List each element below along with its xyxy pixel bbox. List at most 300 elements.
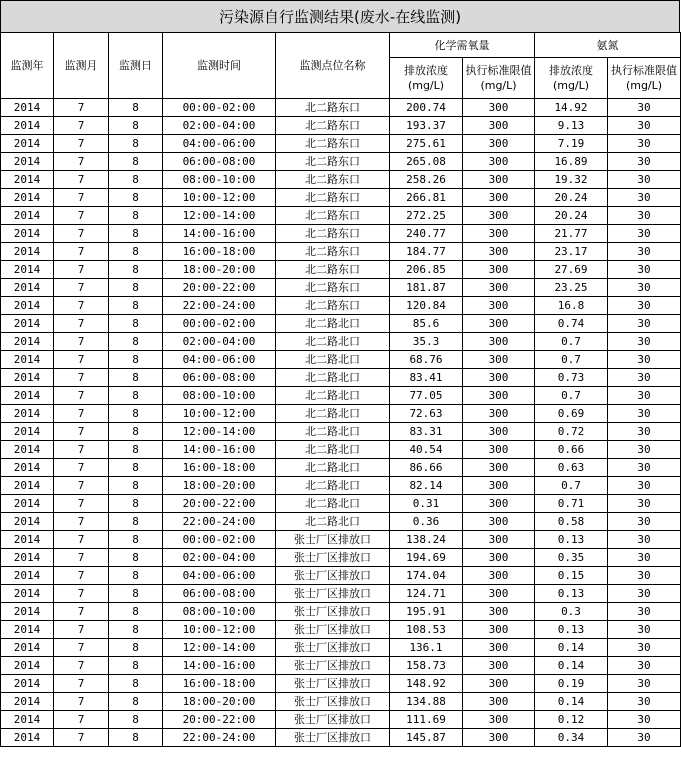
- header-nh3-limit: 执行标准限值(mg/L): [608, 58, 681, 99]
- table-row: [1, 297, 681, 315]
- cell-nh3-limit: 30: [608, 495, 681, 513]
- cell-year: 2014: [1, 495, 54, 513]
- cell-nh3-conc: 0.19: [535, 675, 608, 693]
- cell-site: 张士厂区排放口: [276, 675, 390, 693]
- cell-site: 张士厂区排放口: [276, 585, 390, 603]
- cell-day: 8: [109, 585, 163, 603]
- cell-cod-conc: 266.81: [390, 189, 463, 207]
- cell-nh3-conc: 19.32: [535, 171, 608, 189]
- cell-day: 8: [109, 729, 163, 747]
- cell-year: 2014: [1, 279, 54, 297]
- cell-nh3-limit: 30: [608, 315, 681, 333]
- cell-nh3-conc: 0.71: [535, 495, 608, 513]
- cell-year: 2014: [1, 189, 54, 207]
- cell-year: 2014: [1, 549, 54, 567]
- cell-nh3-limit: 30: [608, 207, 681, 225]
- cell-month: 7: [54, 549, 109, 567]
- cell-nh3-limit: 30: [608, 711, 681, 729]
- cell-month: 7: [54, 333, 109, 351]
- cell-nh3-limit: 30: [608, 549, 681, 567]
- cell-time: 10:00-12:00: [163, 621, 276, 639]
- table-body: [1, 99, 681, 747]
- cell-cod-conc: 206.85: [390, 261, 463, 279]
- cell-year: 2014: [1, 243, 54, 261]
- cell-nh3-conc: 0.35: [535, 549, 608, 567]
- table-row: [1, 189, 681, 207]
- header-site: 监测点位名称: [276, 33, 390, 99]
- table-row: [1, 369, 681, 387]
- cell-month: 7: [54, 117, 109, 135]
- cell-time: 22:00-24:00: [163, 513, 276, 531]
- cell-nh3-limit: 30: [608, 387, 681, 405]
- cell-month: 7: [54, 675, 109, 693]
- cell-time: 04:00-06:00: [163, 567, 276, 585]
- cell-time: 06:00-08:00: [163, 585, 276, 603]
- cell-month: 7: [54, 459, 109, 477]
- cell-nh3-conc: 0.69: [535, 405, 608, 423]
- cell-day: 8: [109, 99, 163, 117]
- cell-cod-limit: 300: [463, 261, 535, 279]
- cell-cod-conc: 83.31: [390, 423, 463, 441]
- cell-month: 7: [54, 477, 109, 495]
- cell-nh3-limit: 30: [608, 693, 681, 711]
- cell-site: 北二路北口: [276, 513, 390, 531]
- cell-time: 16:00-18:00: [163, 243, 276, 261]
- cell-day: 8: [109, 513, 163, 531]
- cell-nh3-conc: 0.34: [535, 729, 608, 747]
- cell-nh3-conc: 14.92: [535, 99, 608, 117]
- cell-day: 8: [109, 477, 163, 495]
- cell-month: 7: [54, 567, 109, 585]
- cell-time: 12:00-14:00: [163, 423, 276, 441]
- cell-nh3-conc: 0.7: [535, 387, 608, 405]
- cell-cod-limit: 300: [463, 279, 535, 297]
- cell-time: 04:00-06:00: [163, 135, 276, 153]
- cell-cod-conc: 181.87: [390, 279, 463, 297]
- cell-nh3-limit: 30: [608, 657, 681, 675]
- cell-nh3-conc: 7.19: [535, 135, 608, 153]
- table-row: [1, 621, 681, 639]
- cell-month: 7: [54, 351, 109, 369]
- table-row: [1, 711, 681, 729]
- cell-year: 2014: [1, 405, 54, 423]
- header-cod-group: 化学需氧量: [390, 33, 535, 58]
- cell-day: 8: [109, 207, 163, 225]
- cell-year: 2014: [1, 513, 54, 531]
- cell-nh3-conc: 23.17: [535, 243, 608, 261]
- cell-nh3-limit: 30: [608, 351, 681, 369]
- cell-site: 北二路东口: [276, 135, 390, 153]
- cell-cod-conc: 136.1: [390, 639, 463, 657]
- cell-nh3-conc: 27.69: [535, 261, 608, 279]
- cell-site: 北二路北口: [276, 315, 390, 333]
- cell-day: 8: [109, 243, 163, 261]
- cell-site: 北二路北口: [276, 441, 390, 459]
- cell-year: 2014: [1, 99, 54, 117]
- cell-cod-conc: 258.26: [390, 171, 463, 189]
- cell-year: 2014: [1, 441, 54, 459]
- cell-nh3-limit: 30: [608, 603, 681, 621]
- cell-nh3-conc: 0.63: [535, 459, 608, 477]
- table-row: [1, 225, 681, 243]
- cell-day: 8: [109, 531, 163, 549]
- cell-cod-limit: 300: [463, 549, 535, 567]
- cell-day: 8: [109, 549, 163, 567]
- cell-nh3-conc: 0.58: [535, 513, 608, 531]
- cell-month: 7: [54, 603, 109, 621]
- cell-day: 8: [109, 495, 163, 513]
- cell-day: 8: [109, 189, 163, 207]
- cell-time: 08:00-10:00: [163, 171, 276, 189]
- cell-nh3-limit: 30: [608, 333, 681, 351]
- cell-time: 00:00-02:00: [163, 99, 276, 117]
- cell-year: 2014: [1, 171, 54, 189]
- cell-nh3-conc: 0.7: [535, 333, 608, 351]
- cell-site: 北二路北口: [276, 369, 390, 387]
- cell-cod-limit: 300: [463, 135, 535, 153]
- cell-cod-conc: 240.77: [390, 225, 463, 243]
- cell-month: 7: [54, 261, 109, 279]
- cell-cod-conc: 195.91: [390, 603, 463, 621]
- header-cod-limit: 执行标准限值(mg/L): [463, 58, 535, 99]
- table-row: [1, 243, 681, 261]
- cell-month: 7: [54, 711, 109, 729]
- table-row: [1, 729, 681, 747]
- cell-nh3-conc: 0.13: [535, 621, 608, 639]
- table-row: [1, 531, 681, 549]
- cell-cod-conc: 138.24: [390, 531, 463, 549]
- cell-nh3-conc: 21.77: [535, 225, 608, 243]
- cell-month: 7: [54, 153, 109, 171]
- cell-site: 张士厂区排放口: [276, 549, 390, 567]
- table-row: [1, 171, 681, 189]
- cell-month: 7: [54, 441, 109, 459]
- cell-day: 8: [109, 225, 163, 243]
- cell-cod-limit: 300: [463, 441, 535, 459]
- cell-cod-conc: 0.31: [390, 495, 463, 513]
- cell-cod-limit: 300: [463, 189, 535, 207]
- cell-site: 北二路北口: [276, 333, 390, 351]
- cell-site: 北二路东口: [276, 225, 390, 243]
- cell-nh3-conc: 0.14: [535, 639, 608, 657]
- cell-site: 北二路东口: [276, 99, 390, 117]
- table-row: [1, 315, 681, 333]
- cell-year: 2014: [1, 639, 54, 657]
- cell-time: 20:00-22:00: [163, 279, 276, 297]
- cell-month: 7: [54, 99, 109, 117]
- cell-year: 2014: [1, 117, 54, 135]
- cell-month: 7: [54, 315, 109, 333]
- cell-nh3-conc: 0.13: [535, 531, 608, 549]
- cell-day: 8: [109, 603, 163, 621]
- cell-site: 张士厂区排放口: [276, 603, 390, 621]
- cell-cod-limit: 300: [463, 207, 535, 225]
- cell-day: 8: [109, 333, 163, 351]
- cell-site: 北二路东口: [276, 117, 390, 135]
- cell-cod-limit: 300: [463, 585, 535, 603]
- cell-month: 7: [54, 171, 109, 189]
- cell-year: 2014: [1, 657, 54, 675]
- cell-month: 7: [54, 729, 109, 747]
- cell-nh3-limit: 30: [608, 459, 681, 477]
- cell-nh3-conc: 9.13: [535, 117, 608, 135]
- cell-site: 北二路北口: [276, 495, 390, 513]
- cell-day: 8: [109, 639, 163, 657]
- cell-year: 2014: [1, 711, 54, 729]
- cell-cod-conc: 194.69: [390, 549, 463, 567]
- header-nh3-group: 氨氮: [535, 33, 681, 58]
- cell-cod-conc: 148.92: [390, 675, 463, 693]
- cell-day: 8: [109, 621, 163, 639]
- cell-cod-conc: 275.61: [390, 135, 463, 153]
- cell-site: 北二路北口: [276, 459, 390, 477]
- cell-year: 2014: [1, 693, 54, 711]
- table-row: [1, 495, 681, 513]
- cell-day: 8: [109, 351, 163, 369]
- cell-nh3-conc: 0.7: [535, 477, 608, 495]
- cell-nh3-limit: 30: [608, 729, 681, 747]
- cell-day: 8: [109, 423, 163, 441]
- cell-cod-conc: 272.25: [390, 207, 463, 225]
- cell-nh3-limit: 30: [608, 567, 681, 585]
- cell-year: 2014: [1, 207, 54, 225]
- cell-site: 北二路东口: [276, 297, 390, 315]
- cell-cod-conc: 158.73: [390, 657, 463, 675]
- cell-site: 北二路东口: [276, 171, 390, 189]
- cell-nh3-conc: 0.13: [535, 585, 608, 603]
- cell-time: 00:00-02:00: [163, 531, 276, 549]
- cell-time: 18:00-20:00: [163, 261, 276, 279]
- cell-cod-conc: 86.66: [390, 459, 463, 477]
- cell-cod-conc: 82.14: [390, 477, 463, 495]
- cell-nh3-limit: 30: [608, 423, 681, 441]
- table-row: [1, 441, 681, 459]
- cell-cod-limit: 300: [463, 603, 535, 621]
- table-row: [1, 387, 681, 405]
- cell-cod-limit: 300: [463, 225, 535, 243]
- cell-cod-conc: 40.54: [390, 441, 463, 459]
- cell-month: 7: [54, 369, 109, 387]
- cell-nh3-conc: 0.14: [535, 693, 608, 711]
- cell-month: 7: [54, 495, 109, 513]
- cell-cod-conc: 265.08: [390, 153, 463, 171]
- cell-year: 2014: [1, 369, 54, 387]
- cell-site: 张士厂区排放口: [276, 531, 390, 549]
- cell-day: 8: [109, 261, 163, 279]
- cell-nh3-limit: 30: [608, 441, 681, 459]
- table-row: [1, 603, 681, 621]
- table-row: [1, 333, 681, 351]
- cell-cod-conc: 72.63: [390, 405, 463, 423]
- cell-year: 2014: [1, 387, 54, 405]
- cell-cod-limit: 300: [463, 657, 535, 675]
- table-row: [1, 207, 681, 225]
- cell-site: 张士厂区排放口: [276, 711, 390, 729]
- cell-nh3-limit: 30: [608, 477, 681, 495]
- cell-time: 12:00-14:00: [163, 207, 276, 225]
- cell-cod-limit: 300: [463, 567, 535, 585]
- monitoring-table: [0, 32, 681, 747]
- cell-cod-limit: 300: [463, 297, 535, 315]
- cell-month: 7: [54, 405, 109, 423]
- cell-year: 2014: [1, 675, 54, 693]
- cell-time: 06:00-08:00: [163, 369, 276, 387]
- header-cod-conc: 排放浓度(mg/L): [390, 58, 463, 99]
- cell-cod-limit: 300: [463, 423, 535, 441]
- cell-site: 北二路东口: [276, 189, 390, 207]
- cell-time: 16:00-18:00: [163, 459, 276, 477]
- cell-month: 7: [54, 513, 109, 531]
- cell-cod-limit: 300: [463, 531, 535, 549]
- table-row: [1, 513, 681, 531]
- cell-month: 7: [54, 135, 109, 153]
- cell-day: 8: [109, 441, 163, 459]
- cell-year: 2014: [1, 225, 54, 243]
- cell-cod-conc: 68.76: [390, 351, 463, 369]
- table-row: [1, 549, 681, 567]
- cell-day: 8: [109, 297, 163, 315]
- cell-nh3-limit: 30: [608, 369, 681, 387]
- cell-nh3-limit: 30: [608, 639, 681, 657]
- cell-cod-conc: 35.3: [390, 333, 463, 351]
- cell-cod-conc: 174.04: [390, 567, 463, 585]
- cell-day: 8: [109, 459, 163, 477]
- cell-time: 02:00-04:00: [163, 117, 276, 135]
- cell-site: 张士厂区排放口: [276, 729, 390, 747]
- cell-time: 14:00-16:00: [163, 657, 276, 675]
- cell-year: 2014: [1, 315, 54, 333]
- cell-nh3-limit: 30: [608, 405, 681, 423]
- cell-site: 北二路北口: [276, 405, 390, 423]
- cell-time: 18:00-20:00: [163, 477, 276, 495]
- cell-day: 8: [109, 153, 163, 171]
- cell-nh3-limit: 30: [608, 189, 681, 207]
- cell-day: 8: [109, 711, 163, 729]
- cell-nh3-conc: 0.12: [535, 711, 608, 729]
- cell-time: 14:00-16:00: [163, 225, 276, 243]
- table-row: [1, 261, 681, 279]
- cell-cod-limit: 300: [463, 513, 535, 531]
- cell-day: 8: [109, 279, 163, 297]
- cell-time: 06:00-08:00: [163, 153, 276, 171]
- cell-time: 22:00-24:00: [163, 729, 276, 747]
- cell-nh3-conc: 0.73: [535, 369, 608, 387]
- cell-day: 8: [109, 675, 163, 693]
- cell-cod-conc: 120.84: [390, 297, 463, 315]
- cell-nh3-limit: 30: [608, 531, 681, 549]
- cell-nh3-limit: 30: [608, 297, 681, 315]
- cell-nh3-limit: 30: [608, 675, 681, 693]
- table-row: [1, 477, 681, 495]
- table-row: [1, 279, 681, 297]
- cell-cod-conc: 145.87: [390, 729, 463, 747]
- table-row: [1, 99, 681, 117]
- cell-year: 2014: [1, 153, 54, 171]
- cell-site: 北二路东口: [276, 261, 390, 279]
- cell-nh3-conc: 23.25: [535, 279, 608, 297]
- cell-cod-limit: 300: [463, 729, 535, 747]
- cell-day: 8: [109, 171, 163, 189]
- table-row: [1, 153, 681, 171]
- cell-nh3-conc: 0.72: [535, 423, 608, 441]
- cell-cod-limit: 300: [463, 405, 535, 423]
- table-row: [1, 423, 681, 441]
- cell-site: 张士厂区排放口: [276, 657, 390, 675]
- cell-cod-limit: 300: [463, 315, 535, 333]
- cell-nh3-limit: 30: [608, 225, 681, 243]
- cell-site: 张士厂区排放口: [276, 693, 390, 711]
- cell-nh3-limit: 30: [608, 135, 681, 153]
- cell-nh3-limit: 30: [608, 279, 681, 297]
- cell-cod-conc: 77.05: [390, 387, 463, 405]
- cell-nh3-limit: 30: [608, 99, 681, 117]
- cell-nh3-conc: 0.3: [535, 603, 608, 621]
- cell-time: 16:00-18:00: [163, 675, 276, 693]
- cell-time: 02:00-04:00: [163, 549, 276, 567]
- cell-time: 20:00-22:00: [163, 711, 276, 729]
- cell-cod-limit: 300: [463, 621, 535, 639]
- cell-nh3-limit: 30: [608, 243, 681, 261]
- cell-time: 08:00-10:00: [163, 603, 276, 621]
- cell-cod-conc: 134.88: [390, 693, 463, 711]
- cell-cod-limit: 300: [463, 639, 535, 657]
- cell-time: 22:00-24:00: [163, 297, 276, 315]
- cell-nh3-limit: 30: [608, 513, 681, 531]
- cell-nh3-limit: 30: [608, 261, 681, 279]
- cell-year: 2014: [1, 297, 54, 315]
- cell-cod-limit: 300: [463, 117, 535, 135]
- cell-cod-limit: 300: [463, 693, 535, 711]
- cell-month: 7: [54, 423, 109, 441]
- table-row: [1, 135, 681, 153]
- cell-year: 2014: [1, 585, 54, 603]
- cell-nh3-conc: 0.15: [535, 567, 608, 585]
- cell-nh3-limit: 30: [608, 585, 681, 603]
- cell-cod-limit: 300: [463, 675, 535, 693]
- cell-site: 北二路北口: [276, 423, 390, 441]
- cell-month: 7: [54, 297, 109, 315]
- cell-site: 张士厂区排放口: [276, 639, 390, 657]
- cell-nh3-limit: 30: [608, 621, 681, 639]
- cell-day: 8: [109, 567, 163, 585]
- cell-cod-limit: 300: [463, 495, 535, 513]
- cell-site: 北二路东口: [276, 279, 390, 297]
- cell-day: 8: [109, 135, 163, 153]
- cell-site: 北二路北口: [276, 477, 390, 495]
- cell-cod-limit: 300: [463, 369, 535, 387]
- cell-time: 10:00-12:00: [163, 189, 276, 207]
- cell-cod-conc: 200.74: [390, 99, 463, 117]
- cell-day: 8: [109, 405, 163, 423]
- table-row: [1, 657, 681, 675]
- cell-time: 18:00-20:00: [163, 693, 276, 711]
- table-row: [1, 459, 681, 477]
- cell-year: 2014: [1, 567, 54, 585]
- cell-time: 12:00-14:00: [163, 639, 276, 657]
- cell-year: 2014: [1, 531, 54, 549]
- cell-cod-conc: 108.53: [390, 621, 463, 639]
- cell-time: 14:00-16:00: [163, 441, 276, 459]
- cell-nh3-conc: 0.66: [535, 441, 608, 459]
- cell-month: 7: [54, 279, 109, 297]
- cell-year: 2014: [1, 261, 54, 279]
- cell-site: 北二路东口: [276, 207, 390, 225]
- cell-month: 7: [54, 225, 109, 243]
- cell-nh3-conc: 0.74: [535, 315, 608, 333]
- cell-cod-limit: 300: [463, 477, 535, 495]
- cell-cod-conc: 0.36: [390, 513, 463, 531]
- cell-cod-conc: 111.69: [390, 711, 463, 729]
